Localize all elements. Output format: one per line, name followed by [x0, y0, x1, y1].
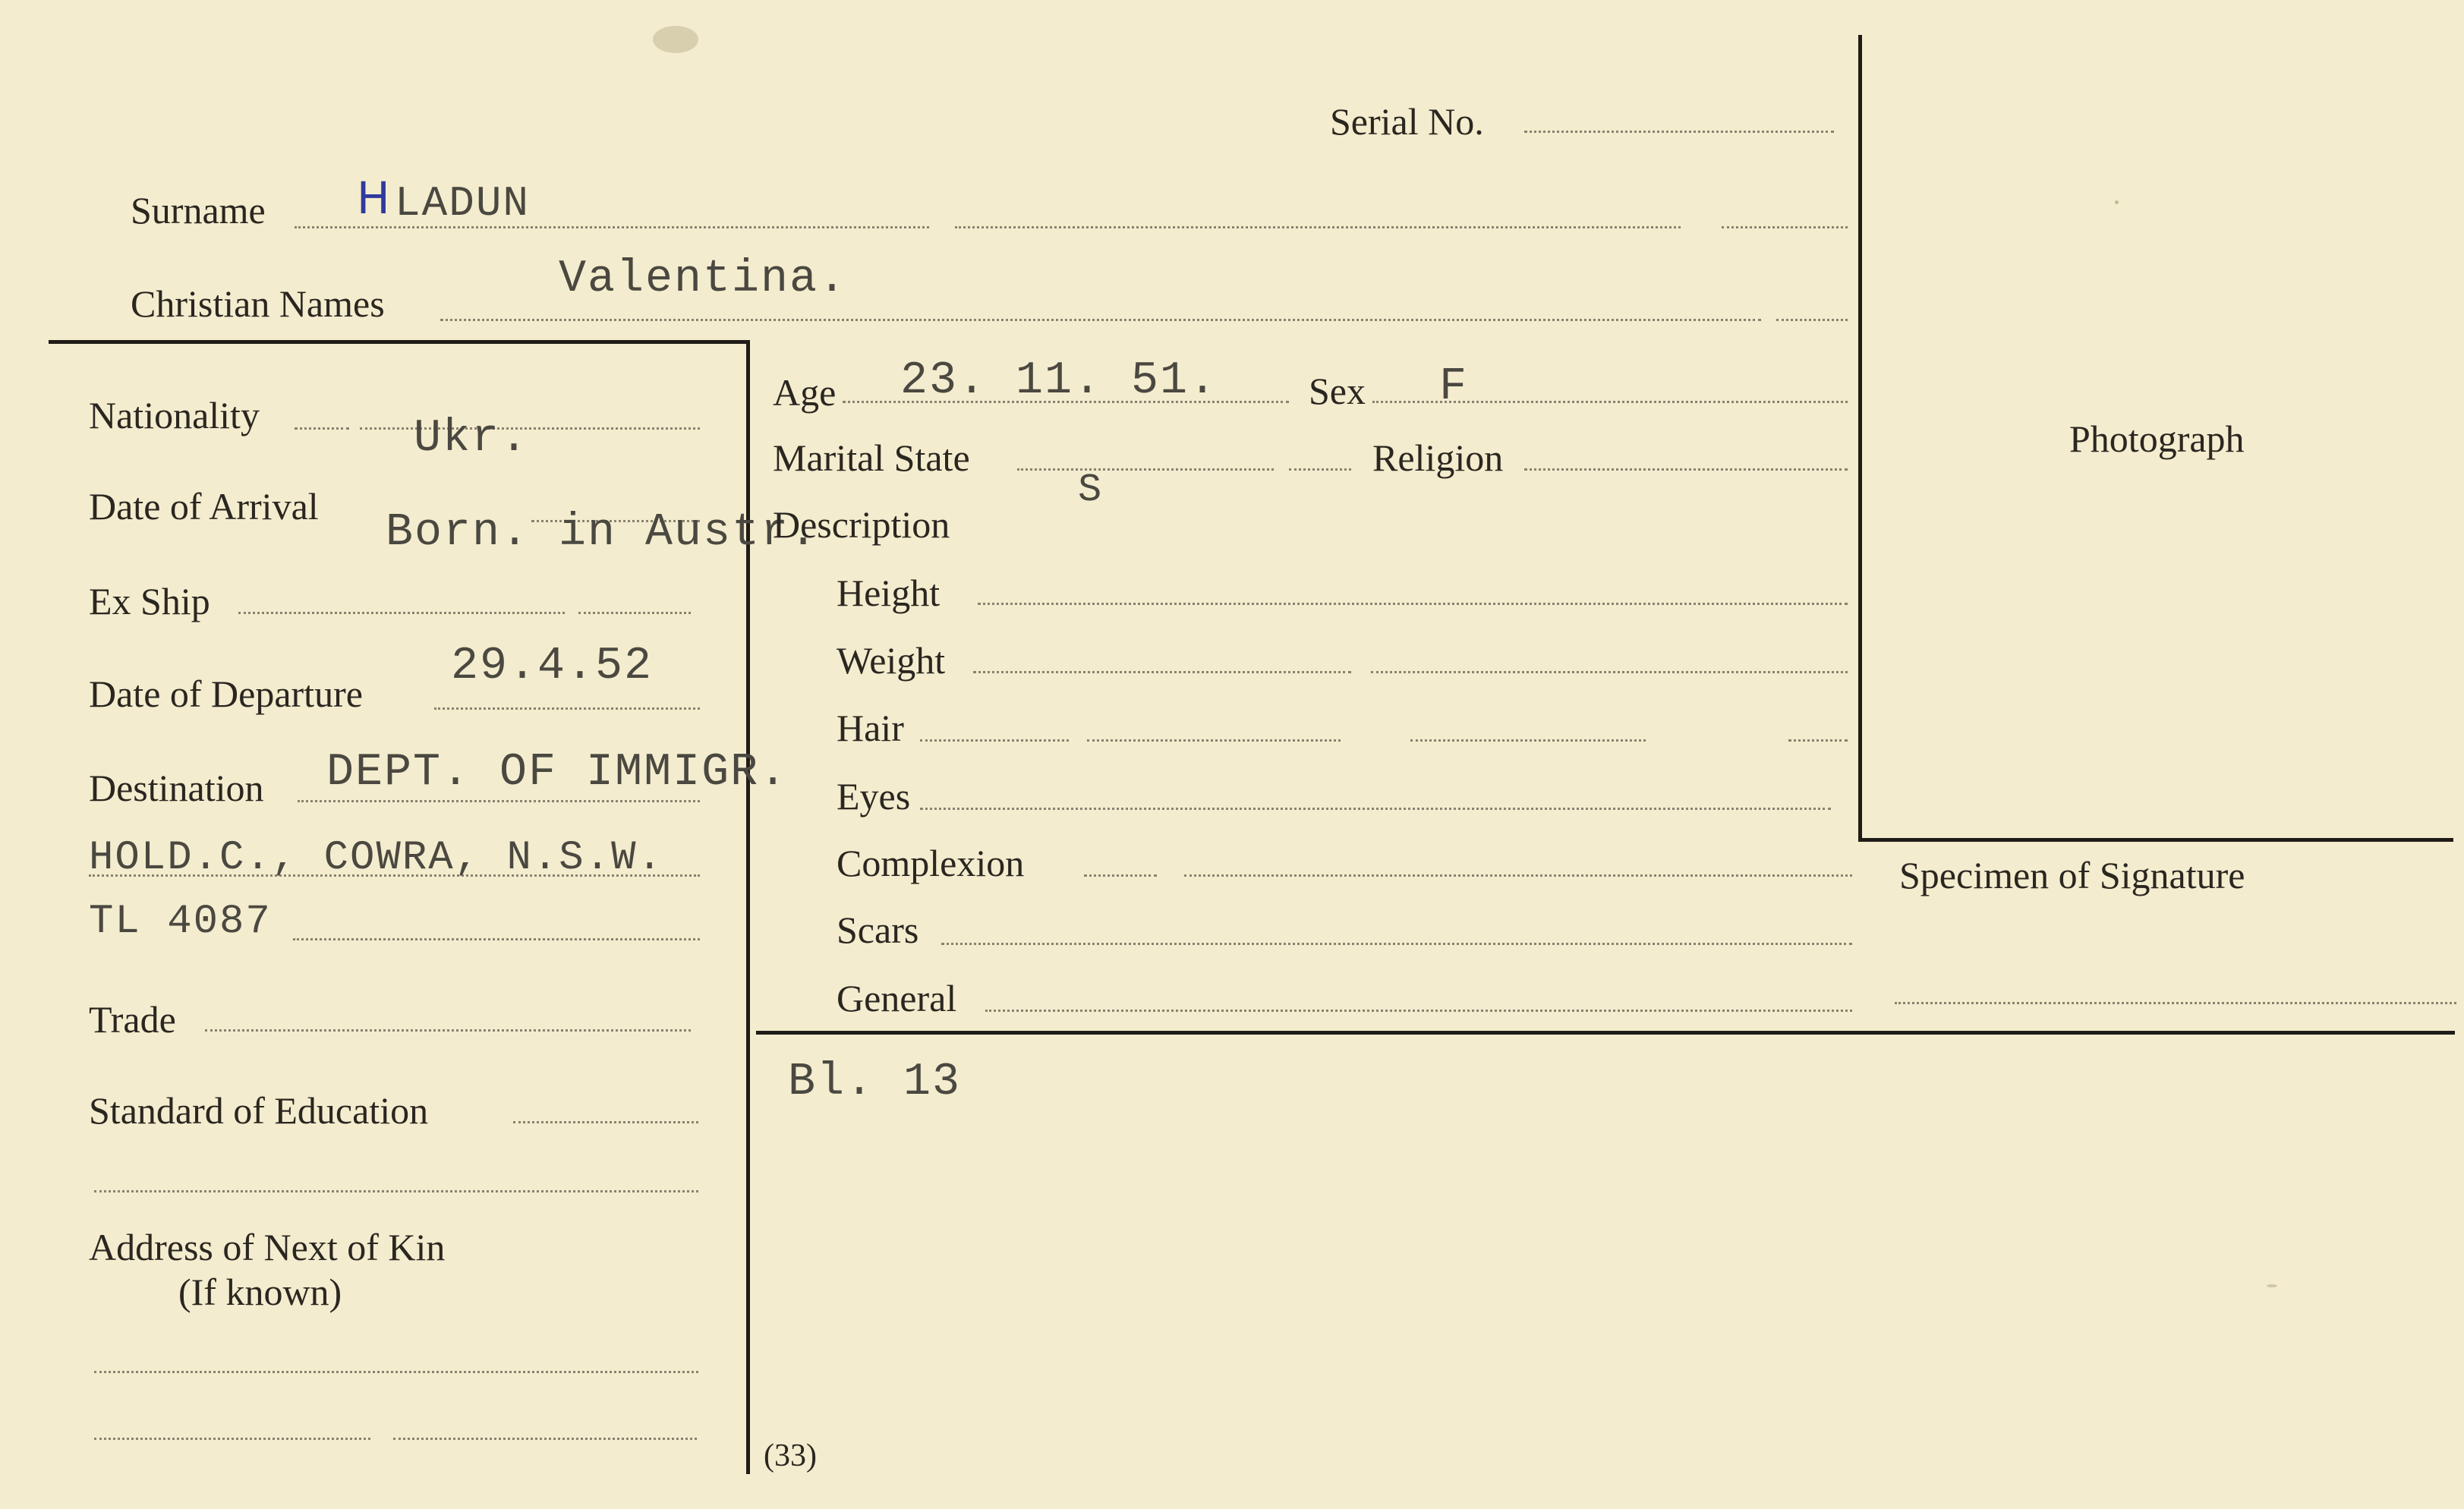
- surname-line-3: [1722, 226, 1848, 228]
- photograph-area: [1864, 38, 2453, 835]
- nationality-line-2: [360, 427, 700, 430]
- standard-of-education-line-2: [94, 1190, 698, 1192]
- photograph-label: Photograph: [2069, 417, 2245, 460]
- religion-line: [1524, 468, 1848, 471]
- sex-label: Sex: [1309, 370, 1366, 412]
- photo-box-bottom-rule: [1858, 838, 2453, 842]
- date-of-departure-label: Date of Departure: [89, 673, 363, 715]
- destination-label: Destination: [89, 767, 264, 809]
- complexion-line: [1084, 874, 1157, 877]
- description-label: Description: [773, 503, 950, 546]
- age-value: 23. 11. 51.: [900, 355, 1218, 407]
- hair-line-3: [1410, 739, 1646, 742]
- serial-no-line: [1524, 131, 1834, 133]
- destination-value-line2: HOLD.C., COWRA, N.S.W.: [89, 835, 663, 881]
- complexion-label: Complexion: [837, 842, 1025, 884]
- surname-label: Surname: [131, 189, 266, 232]
- remarks-value: Bl. 13: [788, 1057, 962, 1108]
- paper-speck: [2115, 200, 2119, 204]
- paper-stain: [653, 26, 698, 53]
- nationality-label: Nationality: [89, 394, 260, 436]
- destination-line-third: [293, 938, 700, 940]
- ex-ship-line-2: [578, 612, 691, 614]
- date-of-departure-value: 29.4.52: [451, 641, 654, 692]
- general-label: General: [837, 977, 957, 1019]
- surname-initial-handwritten: H: [357, 172, 390, 224]
- description-bottom-rule: [756, 1031, 2455, 1035]
- hair-line: [920, 739, 1069, 742]
- complexion-line-2: [1184, 874, 1852, 877]
- christian-names-label: Christian Names: [131, 282, 385, 325]
- address-next-of-kin-label: Address of Next of Kin: [89, 1226, 446, 1268]
- destination-value: DEPT. OF IMMIGR.: [326, 747, 789, 799]
- scars-label: Scars: [837, 909, 919, 951]
- marital-state-line-2: [1289, 468, 1351, 471]
- if-known-label: (If known): [178, 1271, 342, 1313]
- standard-of-education-label: Standard of Education: [89, 1089, 429, 1132]
- hair-line-4: [1788, 739, 1848, 742]
- standard-of-education-line: [513, 1121, 698, 1123]
- next-of-kin-line-3: [393, 1438, 697, 1440]
- weight-line: [973, 671, 1351, 673]
- ex-ship-label: Ex Ship: [89, 580, 210, 622]
- signature-line: [1895, 1002, 2456, 1004]
- next-of-kin-line-1: [94, 1371, 698, 1373]
- paper-speck-2: [2267, 1284, 2277, 1287]
- scars-line: [941, 943, 1852, 945]
- date-of-departure-line: [434, 707, 700, 710]
- marital-state-line: [1017, 468, 1274, 471]
- date-of-arrival-label: Date of Arrival: [89, 485, 319, 528]
- nationality-value: Ukr.: [414, 413, 530, 465]
- sex-value: F: [1439, 361, 1469, 413]
- christian-names-value: Valentina.: [559, 254, 848, 305]
- specimen-of-signature-label: Specimen of Signature: [1899, 854, 2245, 896]
- surname-value: LADUN: [395, 179, 531, 228]
- surname-line: [295, 226, 929, 228]
- form-number: (33): [764, 1438, 817, 1473]
- age-label: Age: [773, 371, 837, 414]
- height-line: [978, 603, 1848, 605]
- marital-state-value: S: [1078, 468, 1104, 512]
- christian-names-line: [440, 319, 1761, 321]
- christian-names-line-2: [1776, 319, 1848, 321]
- height-label: Height: [837, 572, 941, 614]
- weight-label: Weight: [837, 639, 946, 682]
- eyes-label: Eyes: [837, 775, 911, 818]
- religion-label: Religion: [1372, 436, 1504, 479]
- weight-line-2: [1371, 671, 1848, 673]
- eyes-line: [920, 808, 1831, 810]
- next-of-kin-line-2: [94, 1438, 370, 1440]
- date-of-arrival-value: Born. in Austr.: [386, 507, 819, 559]
- hair-label: Hair: [837, 707, 904, 749]
- left-column-top-rule: [49, 340, 750, 344]
- trade-line: [205, 1029, 691, 1032]
- serial-no-label: Serial No.: [1330, 100, 1484, 143]
- ex-ship-line: [238, 612, 565, 614]
- marital-state-label: Marital State: [773, 436, 970, 479]
- trade-label: Trade: [89, 998, 176, 1041]
- surname-line-2: [955, 226, 1681, 228]
- hair-line-2: [1087, 739, 1341, 742]
- general-line: [985, 1010, 1852, 1012]
- destination-line: [298, 800, 700, 802]
- nationality-line: [295, 427, 349, 430]
- destination-value-line3: TL 4087: [89, 899, 272, 945]
- photo-box-left-rule: [1858, 35, 1862, 841]
